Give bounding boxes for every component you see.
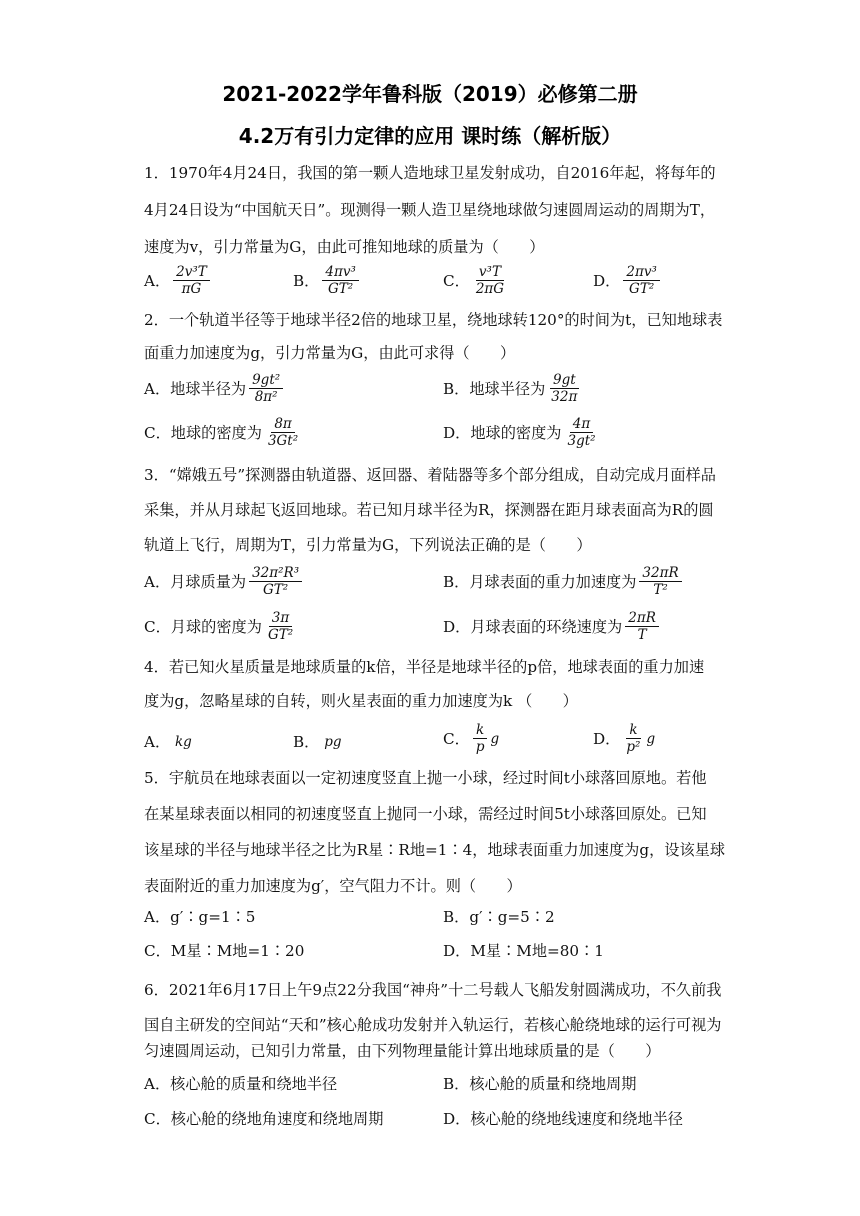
question-5-option-a: A．g′∶g=1∶5 [144, 908, 256, 926]
question-3-line: 轨道上飞行，周期为T，引力常量为G，下列说法正确的是（ ） [144, 536, 592, 554]
question-5-option-d: D．M星∶M地=80∶1 [443, 942, 604, 960]
question-1-option-d: D． $\frac{\text{2πv³}}{\text{GT²}}$ [593, 264, 663, 297]
question-3-line: 采集，并从月球起飞返回地球。若已知月球半径为R，探测器在距月球表面高为R的圆 [144, 501, 714, 519]
question-3-option-c: C．月球的密度为 $\frac{3\pi}{\text{GT²}}$ [144, 610, 294, 643]
question-2-option-d: D．地球的密度为 $\frac{4\pi}{\text{3gt²}}$ [443, 416, 596, 449]
question-5-line: 表面附近的重力加速度为g′，空气阻力不计。则（ ） [144, 877, 522, 895]
question-4-option-d: D． $\frac{k}{\text{p²}}$ g [593, 722, 656, 755]
question-5-line: 在某星球表面以相同的初速度竖直上抛同一小球，需经过时间5t小球落回原处。已知 [144, 805, 707, 823]
question-6-line: 国自主研发的空间站“天和”核心舱成功发射并入轨运行，若核心舱绕地球的运行可视为 [144, 1016, 722, 1034]
question-3-line: 3．“嫦娥五号”探测器由轨道器、返回器、着陆器等多个部分组成，自动完成月面样品 [144, 466, 716, 484]
question-5-option-b: B．g′∶g=5∶2 [443, 908, 555, 926]
question-3-option-a: A．月球质量为 $\frac{\text{32π²R³}}{\text{GT²}}$ [144, 565, 305, 598]
question-5-line: 5．宇航员在地球表面以一定初速度竖直上抛一小球，经过时间t小球落回原地。若他 [144, 769, 707, 787]
question-1-option-b: B． $\frac{\text{4πv³}}{\text{GT²}}$ [293, 264, 362, 297]
question-2-option-b: B．地球半径为 $\frac{9gt}{32\pi}$ [443, 372, 578, 405]
question-6-option-c: C．核心舱的绕地角速度和绕地周期 [144, 1110, 384, 1128]
question-3-option-b: B．月球表面的重力加速度为 $\frac{32\pi R}{\text{T²}}$ [443, 565, 685, 598]
question-6-option-d: D．核心舱的绕地线速度和绕地半径 [443, 1110, 683, 1128]
question-1-option-c: C． $\frac{\text{v³T}}{2\pi G}$ [443, 264, 505, 297]
document-subtitle: 4.2万有引力定律的应用 课时练（解析版） [238, 124, 622, 148]
question-4-line: 4．若已知火星质量是地球质量的k倍，半径是地球半径的p倍，地球表面的重力加速 [144, 658, 705, 676]
question-2-line: 2．一个轨道半径等于地球半径2倍的地球卫星，绕地球转120°的时间为t，已知地球表 [144, 311, 723, 329]
question-1-line: 1．1970年4月24日，我国的第一颗人造地球卫星发射成功，自2016年起，将每年的 [144, 164, 716, 182]
question-5-option-c: C．M星∶M地=1∶20 [144, 942, 305, 960]
question-1-line: 速度为v，引力常量为G，由此可推知地球的质量为（ ） [144, 238, 545, 256]
question-5-line: 该星球的半径与地球半径之比为R星∶R地=1∶4，地球表面重力加速度为g，设该星球 [144, 841, 726, 859]
question-2-line: 面重力加速度为g，引力常量为G，由此可求得（ ） [144, 344, 516, 362]
question-2-option-a: A．地球半径为 $\frac{\text{9gt²}}{\text{8π²}}$ [144, 372, 286, 405]
question-3-option-d: D．月球表面的环绕速度为 $\frac{2\pi R}{T}$ [443, 610, 662, 643]
question-2-option-c: C．地球的密度为 $\frac{8\pi}{\text{3Gt²}}$ [144, 416, 299, 449]
document-title: 2021-2022学年鲁科版（2019）必修第二册 [222, 82, 638, 106]
question-6-option-b: B．核心舱的质量和绕地周期 [443, 1075, 637, 1093]
question-6-option-a: A．核心舱的质量和绕地半径 [144, 1075, 338, 1093]
question-4-line: 度为g，忽略星球的自转，则火星表面的重力加速度为k （ ） [144, 692, 578, 710]
question-6-line: 6．2021年6月17日上午9点22分我国“神舟”十二号载人飞船发射圆满成功，不久前我 [144, 981, 722, 999]
question-1-line: 4月24日设为“中国航天日”。现测得一颗人造卫星绕地球做匀速圆周运动的周期为T， [144, 201, 716, 219]
question-4-option-c: C． $\frac{k}{p}$ g [443, 722, 500, 755]
question-4-option-a: A． kg [144, 733, 192, 751]
question-6-line: 匀速圆周运动，已知引力常量，由下列物理量能计算出地球质量的是（ ） [144, 1042, 661, 1060]
question-1-option-a: A． $\frac{\text{2v³T}}{\pi G}$ [144, 264, 213, 297]
question-4-option-b: B． pg [293, 733, 342, 751]
